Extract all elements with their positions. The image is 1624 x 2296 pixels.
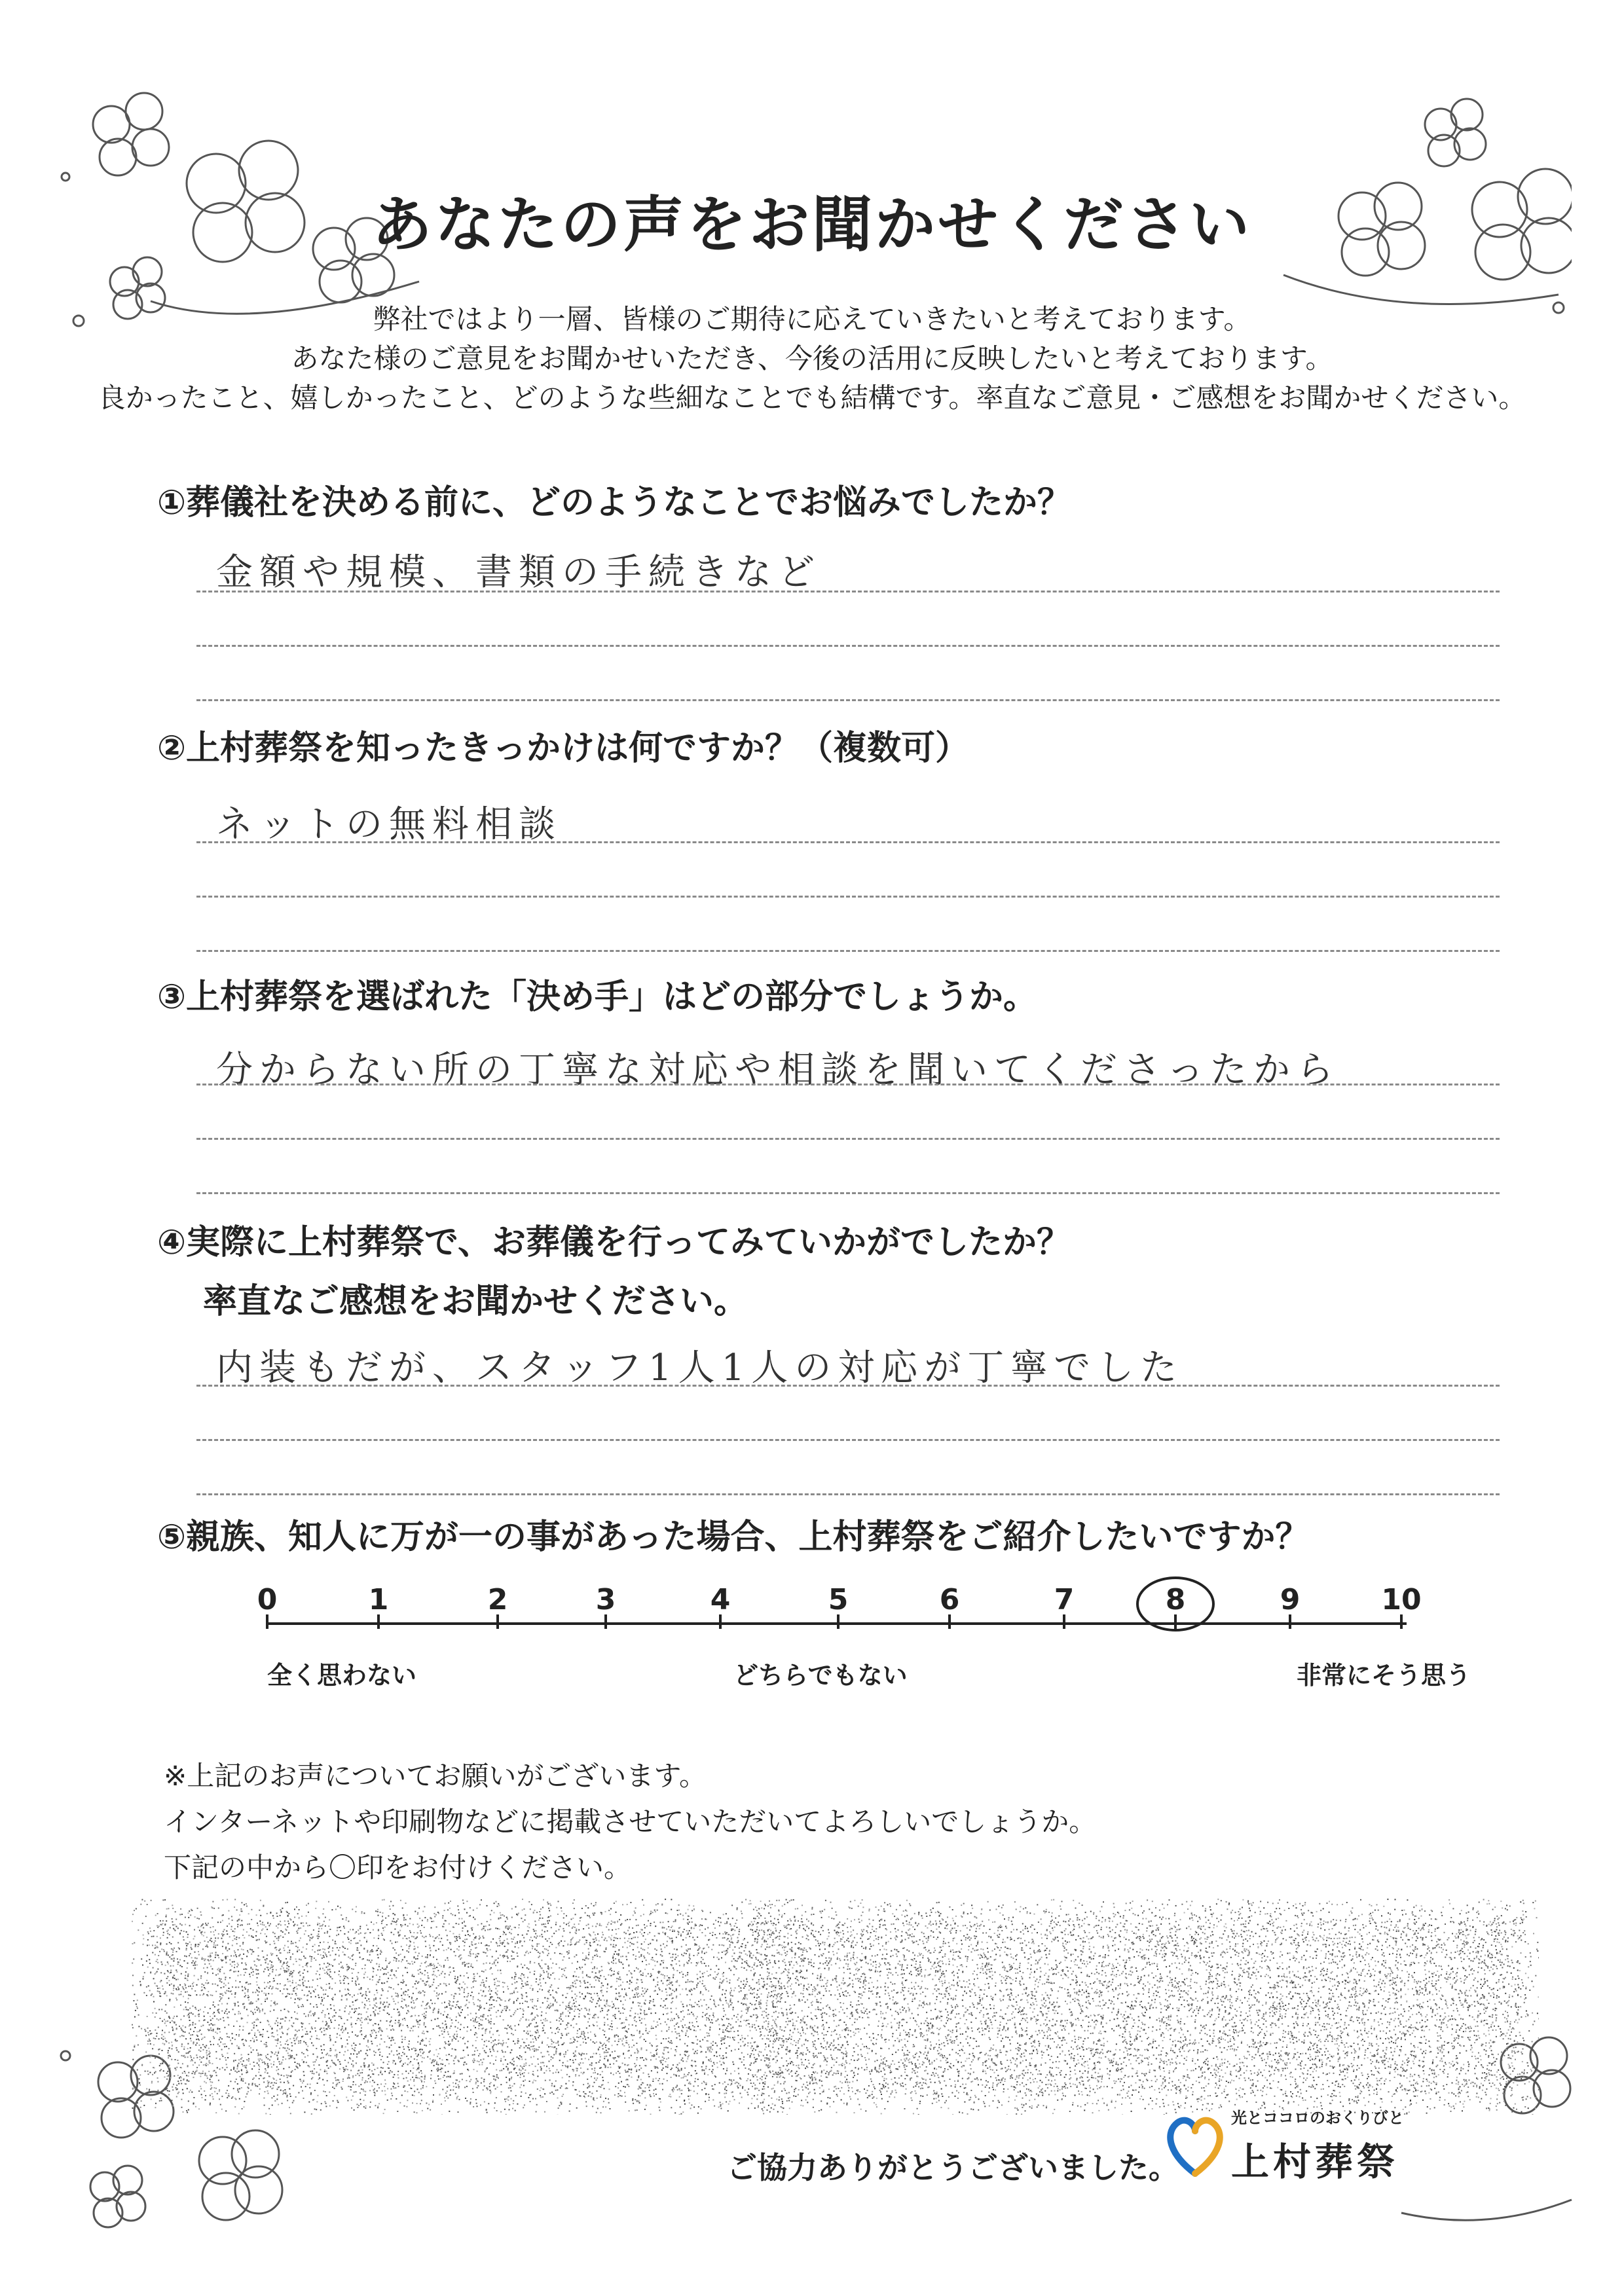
intro-line-2: あなた様のご意見をお聞かせいただき、今後の活用に反映したいと考えております。: [291, 342, 1333, 374]
scale-number: 7: [1054, 1583, 1075, 1616]
answer-line: [196, 1084, 1500, 1085]
answer-line: [196, 645, 1500, 647]
note-line-3: 下記の中から〇印をお付けください。: [164, 1851, 632, 1884]
scale-tick: [1063, 1614, 1065, 1629]
scale-tick: [496, 1614, 499, 1629]
question-1-label: ①葬儀社を決める前に、どのようなことでお悩みでしたか？: [157, 483, 1072, 522]
scale-number: 10: [1381, 1583, 1422, 1616]
question-5-label: ⑤親族、知人に万が一の事があった場合、上村葬祭をご紹介したいですか？: [157, 1518, 1310, 1557]
scale-high-label: 非常にそう思う: [1297, 1661, 1471, 1690]
scale-tick: [719, 1614, 722, 1629]
scale-mid-label: どちらでもない: [733, 1661, 908, 1690]
answer-line: [196, 1385, 1500, 1387]
selected-rating-circle: [1130, 1571, 1221, 1637]
scale-number: 5: [828, 1583, 849, 1616]
answer-line: [196, 1439, 1500, 1441]
scale-tick: [266, 1614, 268, 1629]
heart-logo-icon: [1162, 2108, 1228, 2180]
answer-line: [196, 1493, 1500, 1495]
note-line-1: ※上記のお声についてお願いがございます。: [164, 1760, 707, 1792]
answer-line: [196, 699, 1500, 701]
redacted-area: [753, 1899, 1539, 2115]
page-title: あなたの声をお聞かせください: [371, 190, 1252, 260]
question-4-label: ④実際に上村葬祭で、お葬儀を行ってみていかがでしたか？: [157, 1223, 1071, 1262]
question-2-label: ②上村葬祭を知ったきっかけは何ですか？（複数可）: [157, 729, 970, 768]
logo-name: 上村葬祭: [1231, 2140, 1399, 2184]
question-4-answer: 内装もだが、スタッフ1人1人の対応が丁寧でした: [216, 1347, 1184, 1389]
scale-low-label: 全く思わない: [267, 1661, 417, 1690]
scale-number: 1: [368, 1583, 389, 1616]
answer-line: [196, 841, 1500, 843]
logo-tagline: 光とココロのおくりびと: [1231, 2109, 1404, 2127]
scale-number: 3: [595, 1583, 616, 1616]
answer-line: [196, 591, 1500, 592]
intro-line-3: 良かったこと、嬉しかったこと、どのような些細なことでも結構です。率直なご意見・ご感想をお聞かせください。: [98, 382, 1526, 414]
question-4-sublabel: 率直なご感想をお聞かせください。: [203, 1282, 748, 1321]
scale-tick: [377, 1614, 380, 1629]
answer-line: [196, 1192, 1500, 1194]
answer-line: [196, 896, 1500, 898]
question-2-answer: ネットの無料相談: [216, 803, 562, 846]
note-line-2: インターネットや印刷物などに掲載させていただいてよろしいでしょうか。: [164, 1806, 1097, 1838]
scale-number: 9: [1280, 1583, 1301, 1616]
redacted-area: [131, 1899, 792, 2115]
question-3-answer: 分からない所の丁寧な対応や相談を聞いてくださったから: [216, 1049, 1340, 1091]
scale-tick: [837, 1614, 840, 1629]
answer-line: [196, 1138, 1500, 1140]
scale-tick: [948, 1614, 951, 1629]
scale-number: 4: [710, 1583, 731, 1616]
scale-number: 8: [1165, 1583, 1186, 1616]
scale-number: 0: [257, 1583, 278, 1616]
question-1-answer: 金額や規模、書類の手続きなど: [216, 551, 821, 594]
intro-line-1: 弊社ではより一層、皆様のご期待に応えていきたいと考えております。: [373, 303, 1251, 335]
answer-line: [196, 950, 1500, 952]
scale-tick: [1289, 1614, 1291, 1629]
question-3-label: ③上村葬祭を選ばれた「決め手」はどの部分でしょうか。: [157, 977, 1038, 1017]
scale-number: 2: [487, 1583, 508, 1616]
scale-tick: [1400, 1614, 1403, 1629]
thanks-text: ご協力ありがとうございました。: [727, 2150, 1179, 2185]
scale-number: 6: [939, 1583, 960, 1616]
scale-tick: [604, 1614, 607, 1629]
